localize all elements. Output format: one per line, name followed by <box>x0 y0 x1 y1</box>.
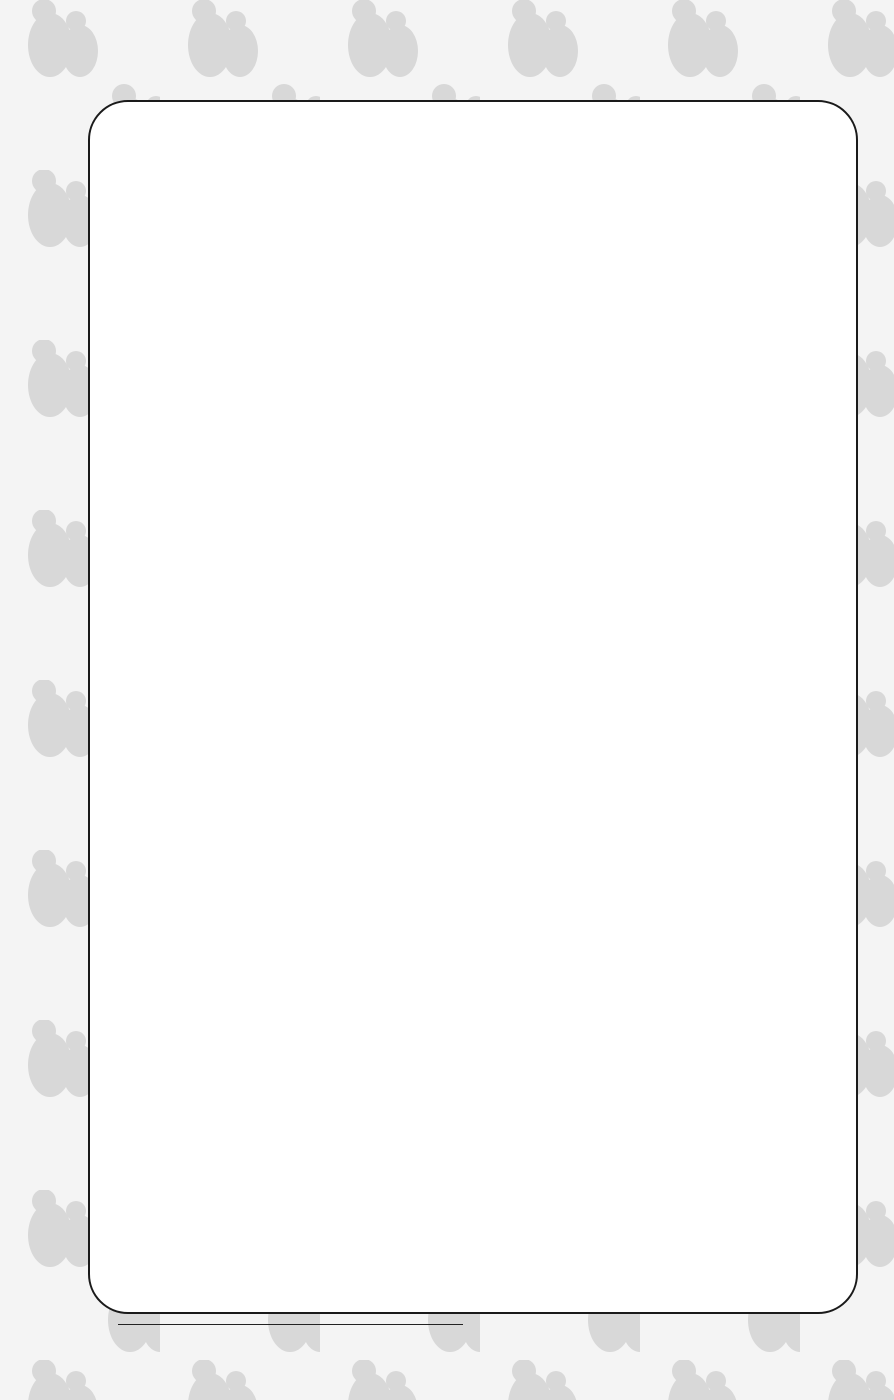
fx-glossary-panel <box>88 100 858 1314</box>
